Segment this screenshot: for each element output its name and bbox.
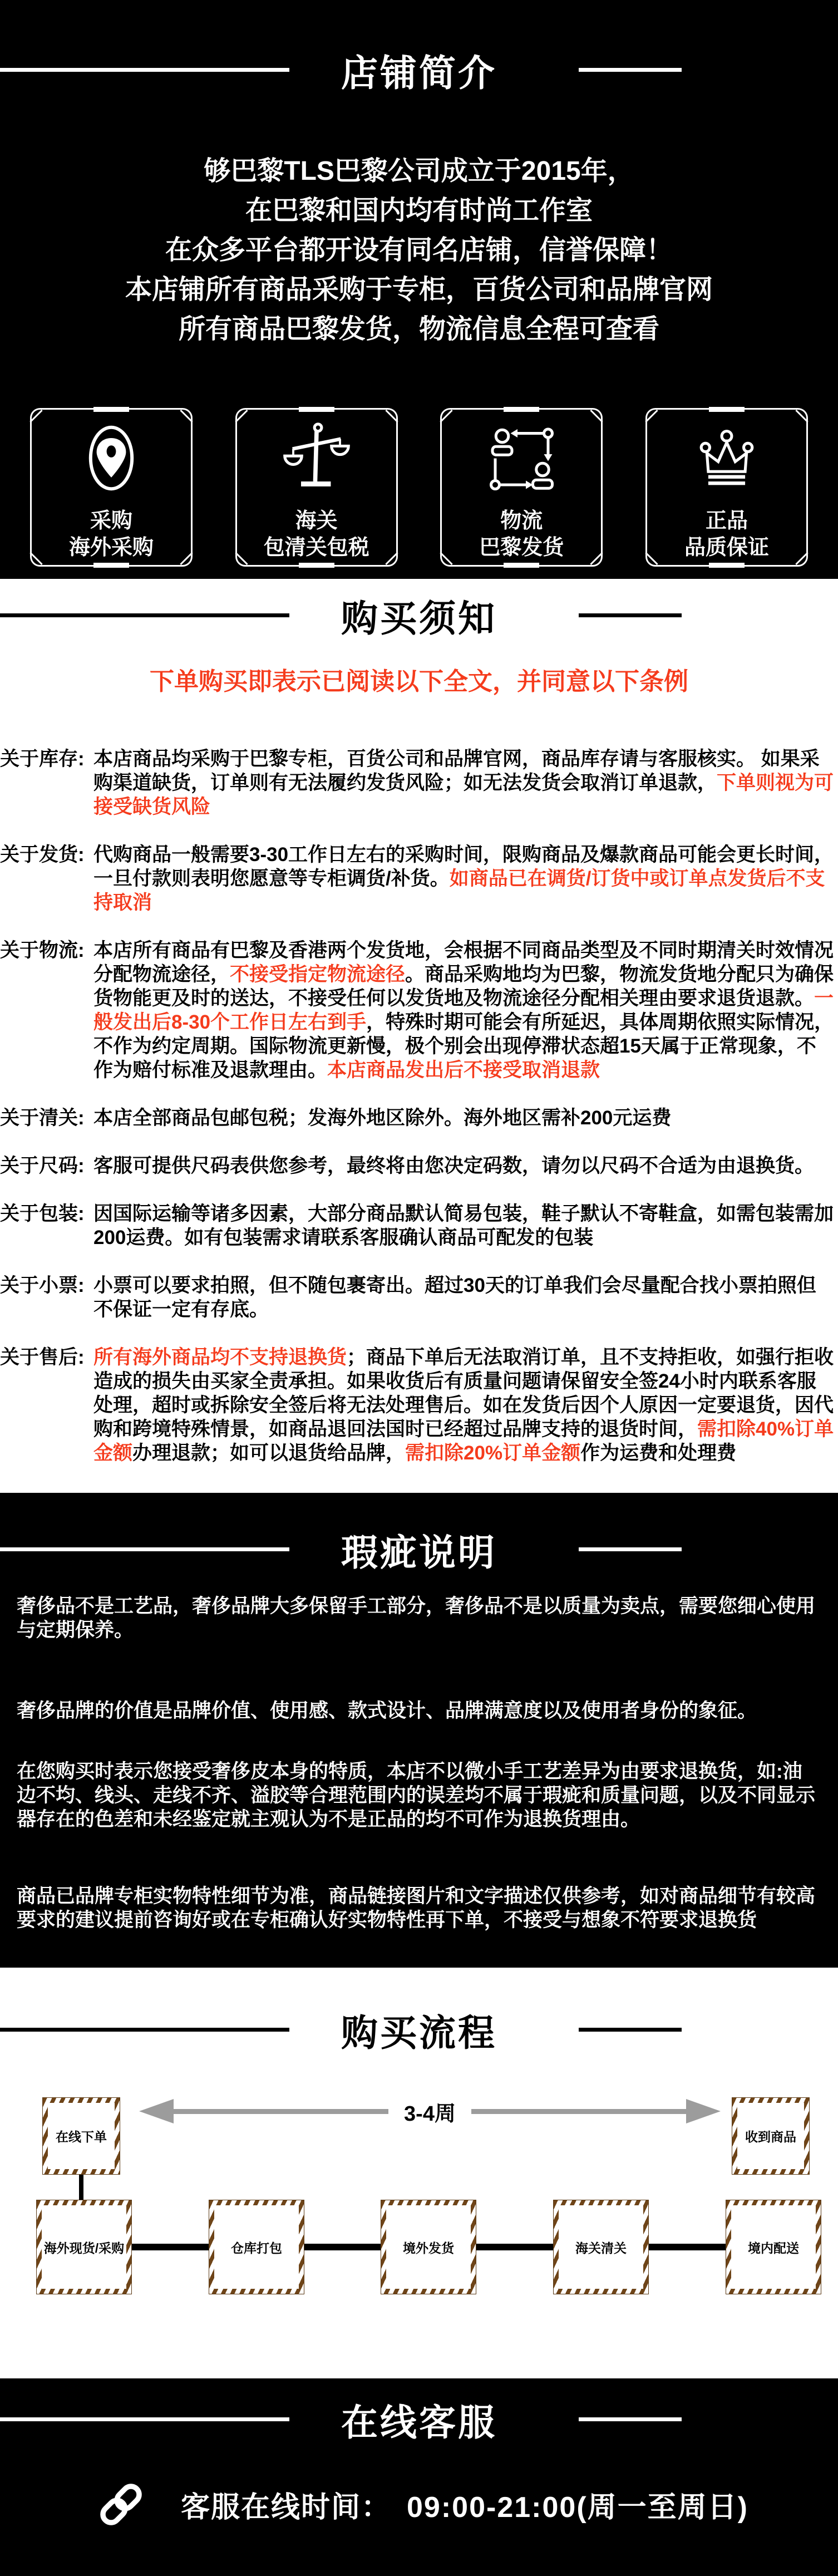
title-line-left	[0, 1547, 289, 1551]
title-line-left	[0, 68, 289, 72]
notice-item-label: 关于包装:	[0, 1203, 85, 1225]
arrowhead-right-icon	[686, 2099, 721, 2123]
scale-icon	[280, 416, 353, 500]
purchase-flow-title: 购买流程	[341, 2012, 497, 2053]
intro-line: 所有商品巴黎发货，物流信息全程可查看	[178, 314, 659, 344]
map-pin-icon	[78, 416, 145, 500]
service-hours-text	[181, 2484, 748, 2525]
notice-item-body: 所有海外商品均不支持退换货；商品下单后无法取消订单，且不支持拒收，如强行拒收造成的损失由买家全责承担。如果收货后有质量问题请保留安全签24小时内联系客服处理，超时或拆除安全签后将无法处理售后。如在发货后因个人原因一定要退货，因代购和跨境特殊情景，如商品退回法国时已经超过品牌支持的退货时间，需扣除40%订单金额办理退款；如可以退货给品牌，需扣除20%订单金额作为运费和处理费	[93, 1346, 834, 1464]
flow-diagram	[0, 2049, 838, 2361]
crown-icon	[691, 416, 763, 500]
defect-explanation-section	[0, 1493, 838, 1968]
duration-label: 3-4周	[404, 2102, 456, 2126]
title-line-left	[0, 2417, 289, 2421]
online-service-title: 在线客服	[341, 2401, 497, 2443]
online-service-title-row	[0, 2400, 838, 2443]
badge-label: 海关	[295, 509, 338, 533]
title-line-right	[579, 2028, 682, 2032]
store-intro-section	[0, 0, 838, 579]
notice-item-body: 本店商品均采购于巴黎专柜，百货公司和品牌官网，商品库存请与客服核实。 如果采购渠道缺货，订单则有无法履约发货风险；如无法发货会取消订单退款，下单则视为可接受缺货风险	[93, 748, 834, 818]
badge-sublabel: 品质保证	[684, 536, 769, 559]
notice-item-label: 关于尺码:	[0, 1155, 85, 1177]
notice-item-label: 关于小票:	[0, 1275, 85, 1296]
purchase-notice-title-row	[0, 596, 838, 639]
defect-paragraph: 商品已品牌专柜实物特性细节为准，商品链接图片和文字描述仅供参考，如对商品细节有较高要求的建议提前咨询好或在专柜确认好实物特性再下单，不接受与想象不符要求退换货	[17, 1885, 816, 1931]
notice-item-logistics	[0, 938, 838, 1082]
flow-step-place-order: 在线下单	[42, 2097, 120, 2175]
notice-list	[0, 747, 838, 1465]
intro-line: 在巴黎和国内均有时尚工作室	[245, 196, 593, 225]
badge-authentic	[645, 408, 808, 567]
store-intro-title-row	[0, 50, 838, 94]
notice-item-aftersale	[0, 1345, 838, 1465]
notice-item-body: 小票可以要求拍照，但不随包裹寄出。超过30天的订单我们会尽量配合找小票拍照但不保证一定有存底。	[93, 1275, 816, 1320]
badge-sublabel: 包清关包税	[263, 536, 369, 559]
purchase-notice-title: 购买须知	[341, 597, 497, 639]
duration-arrow	[139, 2099, 721, 2126]
flow-connector	[304, 2244, 381, 2250]
notice-item-sizing	[0, 1154, 838, 1178]
notice-item-body: 本店所有商品有巴黎及香港两个发货地，会根据不同商品类型及不同时期清关时效情况分配物流途径，不接受指定物流途径。商品采购地均为巴黎，物流发货地分配只为确保货物能更及时的送达，不接受任何以发货地及物流途径分配相关理由要求退货退款。一般发出后8-30个工作日左右到手，特殊时期可能会有所延迟，具体周期依照实际情况，不作为约定周期。国际物流更新慢，极个别会出现停滞状态超15天属于正常现象，不作为赔付标准及退款理由。本店商品发出后不接受取消退款	[93, 940, 834, 1081]
title-line-right	[579, 613, 682, 617]
agreement-warning-text: 下单购买即表示已阅读以下全文，并同意以下条例	[150, 668, 688, 695]
arrowhead-left-icon	[139, 2099, 174, 2123]
badge-sublabel: 海外采购	[68, 536, 154, 559]
flow-step-overseas-purchase: 海外现货/采购	[36, 2200, 132, 2294]
title-line-right	[579, 2417, 682, 2421]
intro-line: 够巴黎TLS巴黎公司成立于2015年，	[204, 156, 634, 186]
title-line-right	[579, 68, 682, 72]
flow-connector	[649, 2244, 726, 2250]
service-hours-label: 客服在线时间：	[181, 2491, 392, 2524]
notice-item-label: 关于清关:	[0, 1107, 85, 1129]
service-hours-value: 09:00-21:00(周一至周日)	[407, 2491, 748, 2524]
purchase-flow-title-row	[0, 2010, 838, 2053]
intro-line: 在众多平台都开设有同名店铺，信誉保障！	[165, 235, 673, 265]
notice-item-stock	[0, 747, 838, 819]
flow-step-domestic-delivery: 境内配送	[726, 2200, 821, 2294]
notice-item-label: 关于售后:	[0, 1346, 85, 1368]
notice-item-body: 客服可提供尺码表供您参考，最终将由您决定码数，请勿以尺码不合适为由退换货。	[93, 1155, 815, 1177]
badge-logistics	[440, 408, 603, 567]
flow-step-overseas-dispatch: 境外发货	[381, 2200, 476, 2294]
notice-item-receipt	[0, 1274, 838, 1321]
flow-step-receive-goods: 收到商品	[732, 2097, 810, 2175]
flow-connector	[476, 2244, 553, 2250]
badge-purchase	[30, 408, 193, 567]
defect-paragraph: 在您购买时表示您接受奢侈皮本身的特质，本店不以微小手工艺差异为由要求退换货，如:油边不均、线头、走线不齐、溢胶等合理范围内的误差均不属于瑕疵和质量问题，以及不同显示器存在的色差和未经鉴定就主观认为不是正品的均不可作为退换货理由。	[17, 1761, 816, 1830]
title-line-right	[579, 1547, 682, 1551]
flow-connector	[132, 2244, 209, 2250]
title-line-left	[0, 613, 289, 617]
notice-item-packaging	[0, 1202, 838, 1250]
defect-title-row	[0, 1530, 838, 1573]
badge-label: 采购	[90, 509, 132, 533]
title-line-left	[0, 2028, 289, 2032]
service-hours-row	[0, 2475, 838, 2534]
store-intro-text	[0, 151, 838, 349]
purchase-flow-section	[0, 1968, 838, 2378]
store-intro-title: 店铺简介	[341, 52, 497, 94]
badge-customs	[235, 408, 398, 567]
notice-item-label: 关于发货:	[0, 844, 85, 866]
flow-icon	[487, 416, 556, 500]
badge-label: 正品	[705, 509, 748, 533]
defect-paragraphs	[0, 1594, 838, 1932]
badge-sublabel: 巴黎发货	[479, 536, 564, 559]
notice-item-customs	[0, 1106, 838, 1130]
defect-paragraph: 奢侈品不是工艺品，奢侈品牌大多保留手工部分，奢侈品不是以质量为卖点，需要您细心使用与定期保养。	[17, 1595, 816, 1641]
notice-item-body: 代购商品一般需要3-30工作日左右的采购时间，限购商品及爆款商品可能会更长时间，一旦付款则表明您愿意等专柜调货/补货。如商品已在调货/订货中或订单点发货后不支持取消	[93, 844, 834, 913]
flow-step-customs-clearance: 海关清关	[553, 2200, 649, 2294]
defect-paragraph: 奢侈品牌的价值是品牌价值、使用感、款式设计、品牌满意度以及使用者身份的象征。	[17, 1700, 757, 1722]
notice-item-shipping	[0, 843, 838, 915]
flow-connector-vertical	[79, 2175, 83, 2200]
badge-label: 物流	[500, 509, 543, 533]
intro-line: 本店铺所有商品采购于专柜，百货公司和品牌官网	[125, 275, 713, 304]
notice-item-body: 因国际运输等诸多因素，大部分商品默认简易包装，鞋子默认不寄鞋盒，如需包装需加200运费。如有包装需求请联系客服确认商品可配发的包装	[93, 1203, 834, 1248]
feature-badges-row	[0, 408, 838, 567]
flow-step-warehouse-packing: 仓库打包	[209, 2200, 304, 2294]
purchase-notice-section	[0, 579, 838, 1493]
notice-item-body: 本店全部商品包邮包税；发海外地区除外。海外地区需补200元运费	[93, 1107, 672, 1129]
defect-title: 瑕疵说明	[341, 1531, 497, 1573]
notice-item-label: 关于库存:	[0, 748, 85, 770]
notice-item-label: 关于物流:	[0, 940, 85, 961]
chain-link-icon	[92, 2475, 150, 2534]
online-service-section	[0, 2378, 838, 2576]
